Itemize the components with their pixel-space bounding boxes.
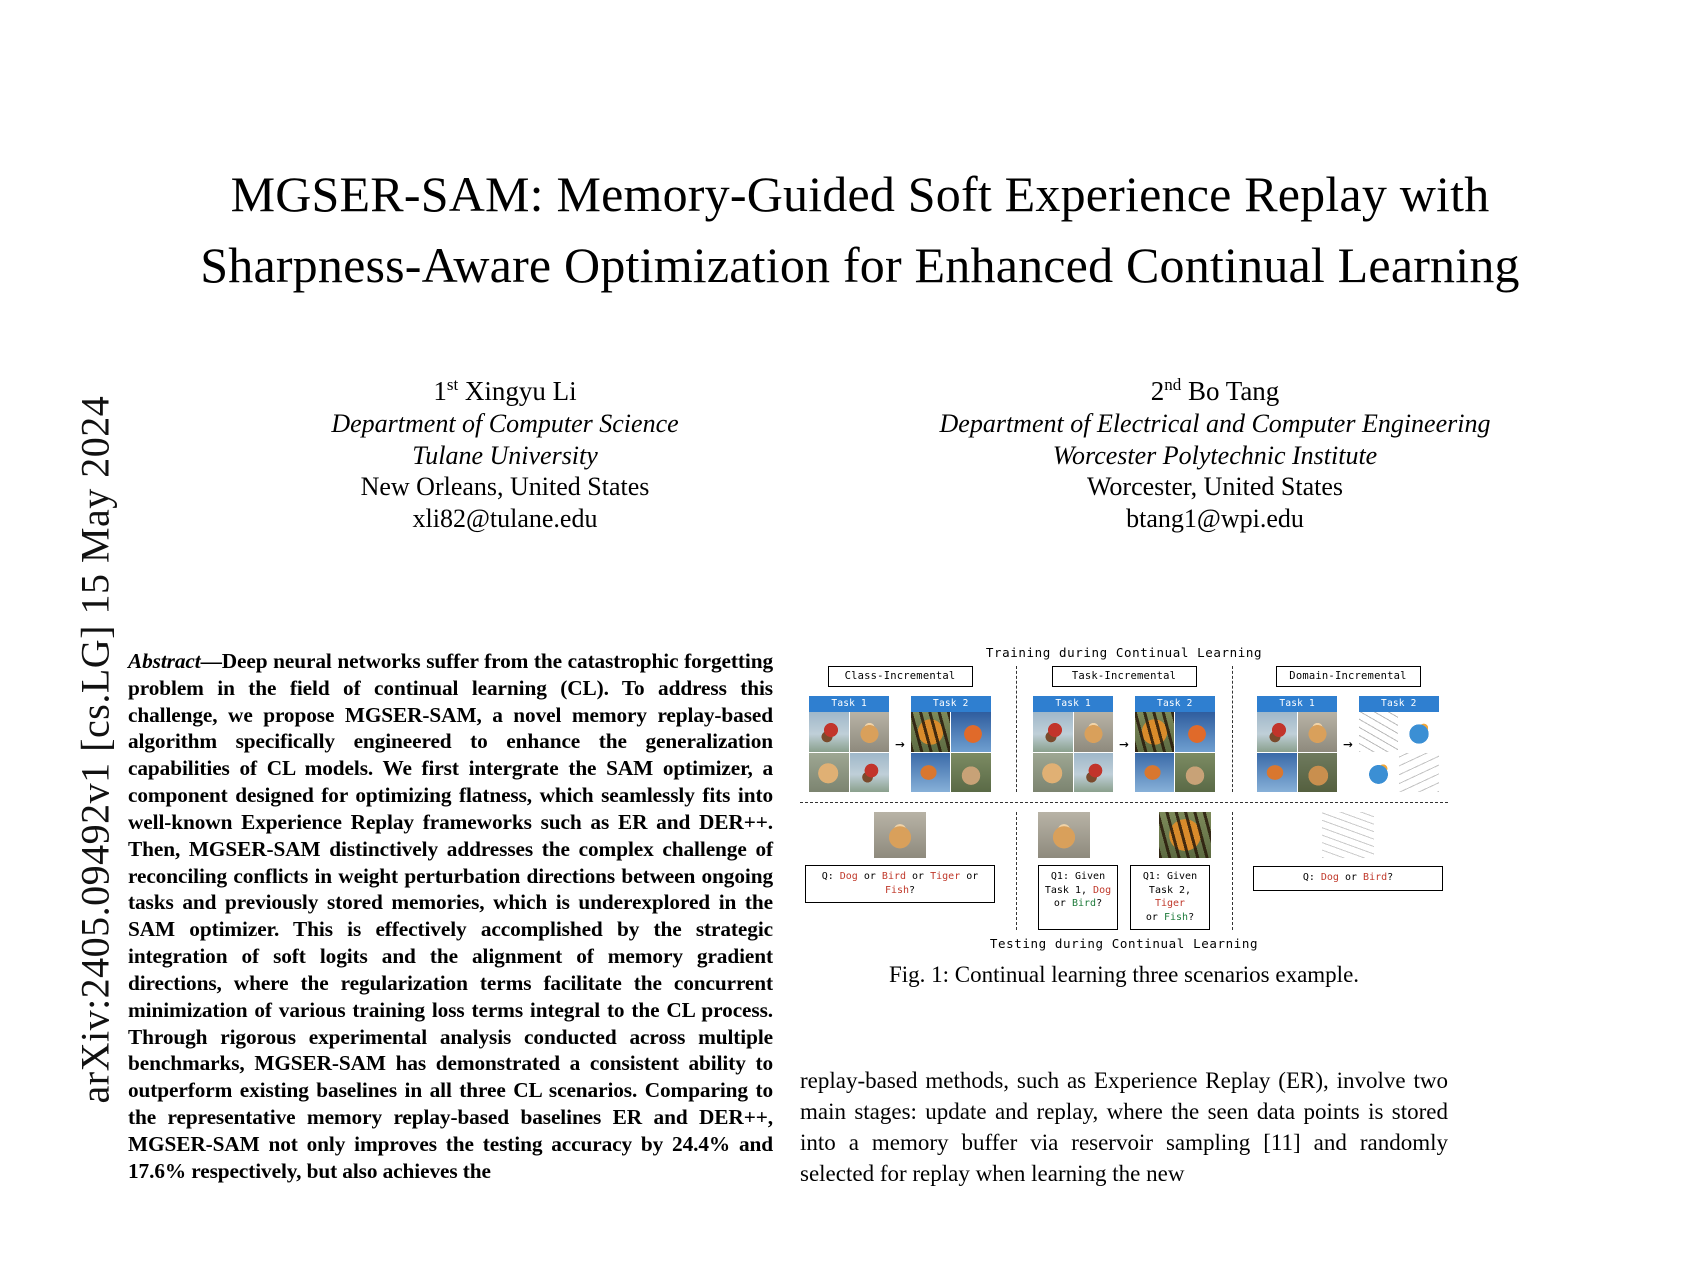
author-2-location: Worcester, United States xyxy=(1086,472,1344,502)
di-task-2-label: Task 2 xyxy=(1359,696,1439,712)
test-image-dog xyxy=(874,812,926,858)
image-fish-2 xyxy=(1135,753,1175,793)
author-1-order: 1 xyxy=(433,376,447,406)
image-tiger xyxy=(1135,712,1175,752)
test-image-cartoon-dog xyxy=(1322,812,1374,858)
image-bird-2 xyxy=(850,753,890,793)
body-paragraph-right: replay-based methods, such as Experience Replay (ER), involve two main stages: update and replay, where the seen data points is stored into a memory buffer via reservoir sampling [11] and randomly selected for replay when learning the new xyxy=(800,1068,1448,1187)
test-image-tiger xyxy=(1159,812,1211,858)
image-dog-2 xyxy=(1033,753,1073,793)
scenario-class-incremental xyxy=(800,666,1000,792)
image-sketch-dog xyxy=(1359,712,1399,752)
image-dog xyxy=(1074,712,1114,752)
figure-training-title: Training during Continual Learning xyxy=(985,645,1263,660)
image-sketch-dog-2 xyxy=(1399,753,1439,793)
author-2-department: Department of Electrical and Computer Engineering xyxy=(939,408,1491,438)
figure-1-caption: Fig. 1: Continual learning three scenarios example. xyxy=(888,962,1360,987)
test-task-incremental xyxy=(1024,812,1224,930)
image-bird-2 xyxy=(1074,753,1114,793)
question-task-incremental-1: Q1: Given Task 1, Dog or Bird? xyxy=(1038,865,1118,930)
author-2 xyxy=(860,375,1570,535)
image-bird xyxy=(1033,712,1073,752)
author-2-order: 2 xyxy=(1150,376,1165,406)
scenario-label-domain-incremental: Domain-Incremental xyxy=(1276,666,1421,687)
ti-task-2 xyxy=(1135,696,1215,792)
author-2-name xyxy=(860,375,1570,408)
image-dog xyxy=(850,712,890,752)
di-task-1-label: Task 1 xyxy=(1257,696,1337,712)
image-tiger-2 xyxy=(951,753,991,793)
figure-divider xyxy=(800,802,1448,803)
image-dog-2 xyxy=(1298,753,1338,793)
ci-task-2-label: Task 2 xyxy=(911,696,991,712)
figure-training-row xyxy=(800,666,1448,792)
test-class-incremental xyxy=(800,812,1000,930)
author-2-order-suffix: nd xyxy=(1164,375,1182,394)
image-bird xyxy=(1257,712,1297,752)
image-tiger xyxy=(911,712,951,752)
image-cartoon-bird xyxy=(1399,712,1439,752)
arrow-right-icon: → xyxy=(1343,734,1353,753)
abstract-paragraph xyxy=(128,648,773,1185)
question-class-incremental: Q: Dog or Bird or Tiger or Fish? xyxy=(805,865,995,903)
image-bird xyxy=(809,712,849,752)
author-2-fullname: Bo Tang xyxy=(1187,376,1280,406)
question-task-incremental-2: Q1: Given Task 2, Tiger or Fish? xyxy=(1130,865,1210,930)
author-1 xyxy=(150,375,860,535)
abstract-label: Abstract xyxy=(128,649,201,673)
image-fish xyxy=(951,712,991,752)
author-1-department: Department of Computer Science xyxy=(331,408,679,438)
ti-task-1-label: Task 1 xyxy=(1033,696,1113,712)
test-domain-incremental xyxy=(1248,812,1448,930)
image-dog-2 xyxy=(809,753,849,793)
image-fish xyxy=(1175,712,1215,752)
scenario-domain-incremental xyxy=(1248,666,1448,792)
author-1-email: xli82@tulane.edu xyxy=(412,504,598,534)
abstract-dash: — xyxy=(200,649,222,673)
image-tiger-2 xyxy=(1175,753,1215,793)
question-domain-incremental: Q: Dog or Bird? xyxy=(1253,866,1443,891)
image-fish-2 xyxy=(911,753,951,793)
figure-1 xyxy=(800,645,1448,951)
author-1-name xyxy=(150,375,860,408)
author-2-email: btang1@wpi.edu xyxy=(1126,504,1304,534)
image-fish xyxy=(1257,753,1297,793)
scenario-label-task-incremental: Task-Incremental xyxy=(1052,666,1197,687)
ci-task-2 xyxy=(911,696,991,792)
page-title: MGSER-SAM: Memory-Guided Soft Experience Replay with Sharpness-Aware Optimization for Enhanced Continual Learning xyxy=(200,165,1520,293)
test-image-dog xyxy=(1038,812,1090,858)
arrow-right-icon: → xyxy=(1119,734,1129,753)
ci-task-1-label: Task 1 xyxy=(809,696,889,712)
arrow-right-icon: → xyxy=(895,734,905,753)
image-cartoon-bird-2 xyxy=(1359,753,1399,793)
figure-testing-row xyxy=(800,812,1448,930)
di-task-1 xyxy=(1257,696,1337,792)
image-dog xyxy=(1298,712,1338,752)
author-block xyxy=(150,375,1570,535)
author-1-institution: Tulane University xyxy=(412,440,598,470)
author-1-location: New Orleans, United States xyxy=(360,472,650,502)
abstract-body: Deep neural networks suffer from the catastrophic forgetting problem in the field of continual learning (CL). To address this challenge, we propose MGSER-SAM, a novel memory replay-based algorithm specifically engineered to enhance the generalization capabilities of CL models. We first intergrate the SAM optimizer, a component designed for optimizing flatness, which seamlessly fits into well-known Experience Replay frameworks such as ER and DER++. Then, MGSER-SAM distinctively addresses the complex challenge of reconciling conflicts in weight perturbation directions between ongoing tasks and previously stored memories, which is underexplored in the SAM optimizer. This is effectively accomplished by the strategic integration of soft logits and the alignment of memory gradient directions, where the regularization terms facilitate the concurrent minimization of various training loss terms integral to the CL process. Through rigorous experimental analysis conducted across multiple benchmarks, MGSER-SAM has demonstrated a consistent ability to outperform existing baselines in all three CL scenarios. Comparing to the representative memory replay-based baselines ER and DER++, MGSER-SAM not only improves the testing accuracy by 24.4% and 17.6% respectively, but also achieves the xyxy=(128,649,773,1183)
scenario-task-incremental xyxy=(1024,666,1224,792)
figure-testing-title: Testing during Continual Learning xyxy=(989,936,1259,951)
scenario-label-class-incremental: Class-Incremental xyxy=(828,666,973,687)
arxiv-identifier-stamp: arXiv:2405.09492v1 [cs.LG] 15 May 2024 xyxy=(72,395,118,1104)
author-1-order-suffix: st xyxy=(446,375,459,394)
ti-task-2-label: Task 2 xyxy=(1135,696,1215,712)
author-2-institution: Worcester Polytechnic Institute xyxy=(1052,440,1378,470)
di-task-2 xyxy=(1359,696,1439,792)
author-1-fullname: Xingyu Li xyxy=(464,376,577,406)
ti-task-1 xyxy=(1033,696,1113,792)
ci-task-1 xyxy=(809,696,889,792)
figure-1-graphic xyxy=(800,645,1448,951)
